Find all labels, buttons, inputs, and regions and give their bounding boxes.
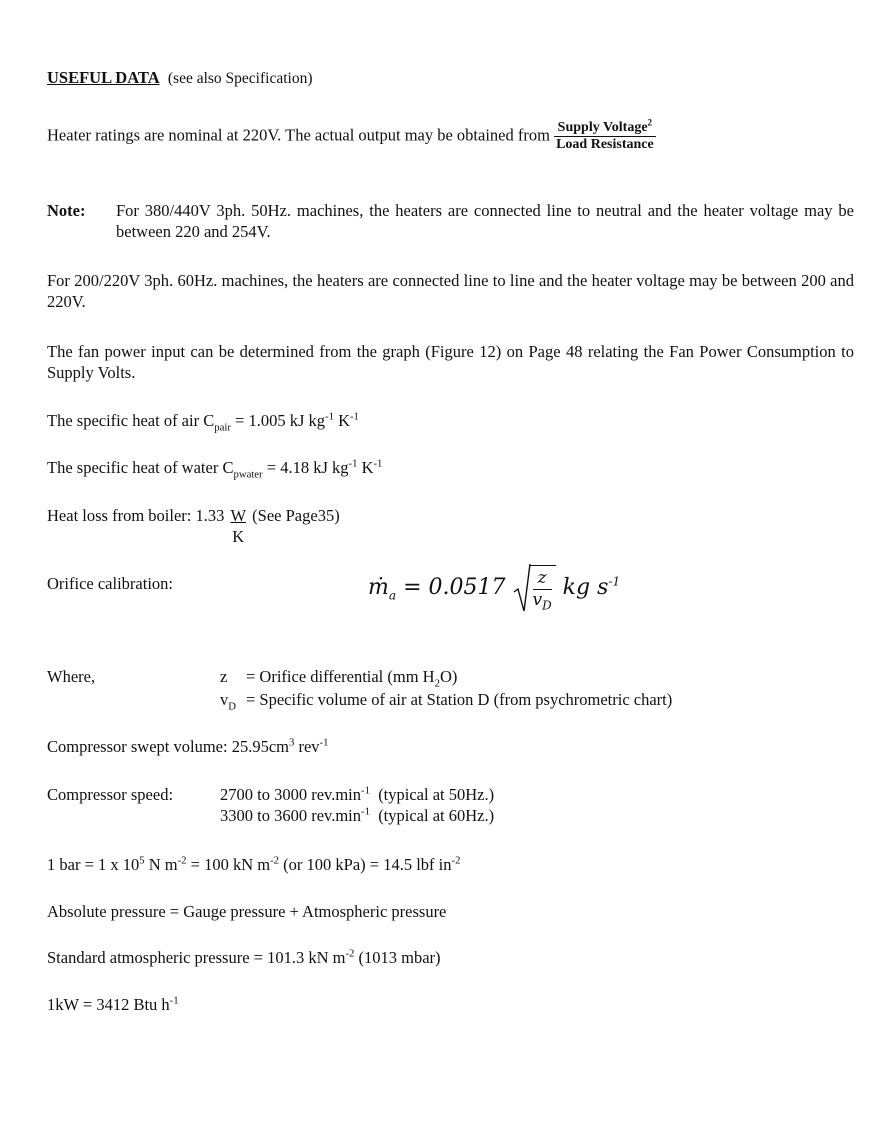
where-sym-v-sub: D: [228, 700, 236, 713]
bar-p4: (or 100 kPa) = 14.5 lbf in: [279, 855, 452, 874]
speed-exp-50: -1: [361, 784, 370, 797]
where-label: Where,: [47, 667, 96, 686]
air-sub: pair: [214, 421, 231, 434]
bar-e4: -2: [451, 854, 461, 867]
water-unit2: K: [357, 458, 374, 477]
orifice-frac-num: z: [533, 568, 552, 590]
bar-e3: -2: [270, 854, 280, 867]
orifice-unit-exp: -1: [608, 574, 621, 589]
air-exp1: -1: [325, 410, 334, 423]
std-p2: (1013 mbar): [354, 948, 441, 967]
where-row-z: [220, 667, 457, 688]
heading-title: USEFUL DATA: [47, 68, 160, 87]
compressor-speed-row-50hz: [220, 785, 494, 806]
absolute-pressure: Absolute pressure = Gauge pressure + Atmospheric pressure: [47, 902, 447, 921]
swept-volume-unit: rev: [294, 737, 320, 756]
orifice-lhs-sub: a: [388, 588, 397, 603]
water-value: = 4.18 kJ kg: [262, 458, 349, 477]
heater-text: Heater ratings are nominal at 220V. The actual output may be obtained from: [47, 125, 550, 145]
air-unit2: K: [333, 411, 350, 430]
speed-range-50: 2700 to 3000 rev.min: [220, 785, 361, 804]
water-label: The specific heat of water C: [47, 458, 234, 477]
orifice-lhs: ṁ: [368, 575, 389, 600]
bar-p2: N m: [144, 855, 178, 874]
speed-range-60: 3300 to 3600 rev.min: [220, 806, 361, 825]
heater-denominator: Load Resistance: [556, 137, 654, 153]
swept-volume-text: Compressor swept volume: 25.95cm: [47, 737, 289, 756]
note-label-text: Note:: [47, 201, 86, 220]
where-row-vd: [220, 690, 672, 711]
orifice-unit: kg s: [562, 575, 609, 600]
heading-subtitle: (see also Specification): [167, 70, 313, 87]
where-sub-z: 2: [434, 677, 440, 690]
heat-loss-unit: [228, 506, 248, 547]
std-p1: Standard atmospheric pressure = 101.3 kN m: [47, 948, 346, 967]
where-text-z: = Orifice differential (mm H: [246, 667, 435, 686]
orifice-label: Orifice calibration:: [47, 574, 173, 593]
standard-pressure: [47, 948, 441, 969]
water-exp1: -1: [348, 457, 358, 470]
water-exp2: -1: [373, 457, 383, 470]
bar-conversion: [47, 855, 460, 876]
bar-e2: -2: [177, 854, 187, 867]
heat-loss-label: Heat loss from boiler: 1.33: [47, 506, 225, 525]
kw-conversion: [47, 995, 179, 1016]
swept-volume-unit-exp: -1: [319, 736, 329, 749]
heater-line: [47, 117, 847, 153]
note-text: For 380/440V 3ph. 50Hz. machines, the heaters are connected line to neutral and the heater voltage may be between 220 and 254V.: [116, 201, 854, 241]
compressor-speed-row-60hz: [220, 806, 494, 827]
air-label: The specific heat of air C: [47, 411, 215, 430]
orifice-formula: [368, 562, 620, 614]
compressor-speed-label: Compressor speed:: [47, 785, 174, 804]
water-sub: pwater: [233, 468, 263, 481]
heading: [47, 68, 312, 89]
kw-e1: -1: [169, 994, 179, 1007]
speed-note-50: (typical at 50Hz.): [378, 785, 495, 804]
where-sym-v: v: [220, 690, 229, 709]
note-label: [47, 201, 85, 222]
heat-loss-unit-den: K: [232, 526, 245, 546]
heat-loss: [47, 506, 340, 547]
where-tail-z: O): [439, 667, 458, 686]
specific-heat-water: [47, 458, 382, 479]
kw-p1: 1kW = 3412 Btu h: [47, 995, 170, 1014]
bar-p1: 1 bar = 1 x 10: [47, 855, 140, 874]
bar-p3: = 100 kN m: [186, 855, 271, 874]
heat-loss-unit-num: W: [230, 506, 247, 525]
paragraph-200v: For 200/220V 3ph. 60Hz. machines, the heaters are connected line to line and the heater voltage may be between 200 and 220V.: [47, 271, 854, 311]
swept-volume: [47, 737, 328, 758]
swept-volume-exp: 3: [288, 736, 295, 749]
heater-exponent: 2: [647, 117, 653, 128]
air-value: = 1.005 kJ kg: [230, 411, 325, 430]
where-text-vd: = Specific volume of air at Station D (from psychrometric chart): [246, 690, 673, 709]
orifice-coefficient: = 0.0517: [396, 575, 506, 600]
where-sym-z: z: [220, 667, 228, 686]
heater-numerator: Supply Voltage: [557, 120, 648, 135]
specific-heat-air: [47, 411, 359, 432]
speed-note-60: (typical at 60Hz.): [378, 806, 495, 825]
paragraph-fan: The fan power input can be determined from the graph (Figure 12) on Page 48 relating the Fan Power Consumption to Supply Volts.: [47, 342, 854, 382]
air-exp2: -1: [349, 410, 359, 423]
orifice-sqrt: [513, 562, 556, 614]
heat-loss-ref: (See Page35): [252, 506, 340, 525]
speed-exp-60: -1: [361, 805, 370, 818]
orifice-frac-den-sub: D: [542, 598, 552, 613]
heater-formula: [554, 117, 656, 153]
orifice-frac-den: v: [532, 590, 543, 610]
std-e1: -2: [345, 947, 355, 960]
bar-e1: 5: [139, 854, 145, 867]
